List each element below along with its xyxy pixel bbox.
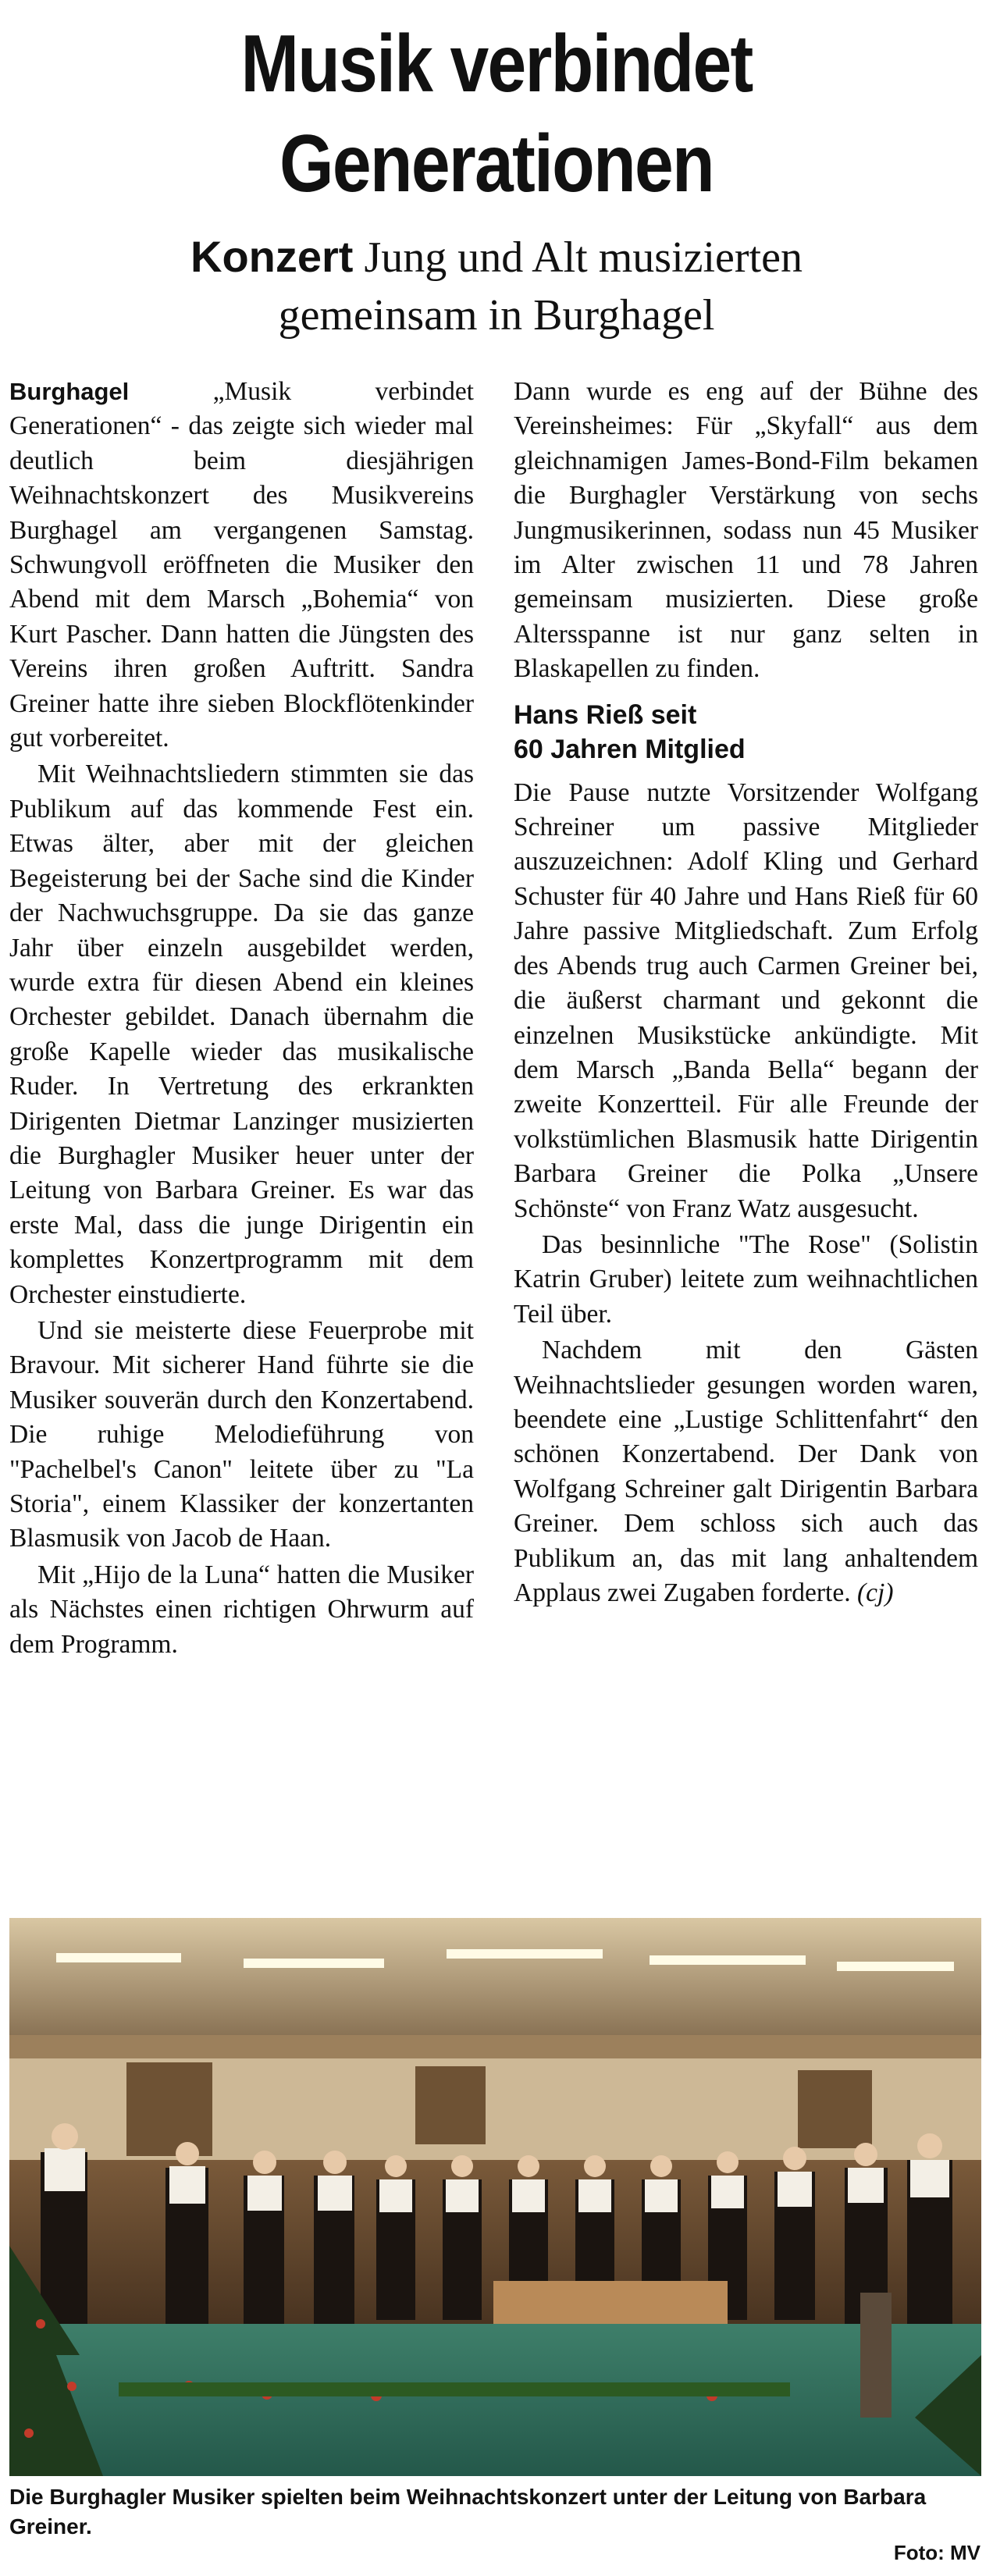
subheading-line-1: Hans Rieß seit <box>514 699 697 730</box>
subhead-line-1: Jung und Alt musizierten <box>353 233 803 282</box>
subhead-kicker: Konzert <box>190 232 354 281</box>
photo-caption: Die Burghagler Musiker spielten beim Weihnachtskonzert unter der Leitung von Barbara Greiner. <box>9 2485 927 2539</box>
headline-line-2: Generationen <box>279 119 714 209</box>
article-dateline: Burghagel <box>9 378 130 405</box>
headline <box>69 14 924 214</box>
article-paragraph: Mit „Hijo de la Luna“ hatten die Musiker als Nächstes einen richtigen Ohrwurm auf dem Programm. <box>9 1560 474 1659</box>
concert-photo-illustration <box>9 1918 981 2476</box>
article-paragraph: Dann wurde es eng auf der Bühne des Vereinsheimes: Für „Skyfall“ aus dem gleichnamigen James-Bond-Film bekamen die Burghagler Verstärkung von sechs Jungmusikerinnen, sodass nun 45 Musiker im Alter zwischen 11 und 78 Jahren gemeinsam musizierten. Diese große Altersspanne ist nur ganz selten in Blaskapellen zu finden. <box>514 377 978 684</box>
paragraph-text: Nachdem mit den Gästen Weihnachtslieder gesungen worden waren, beendete eine „Lustige Schlittenfahrt“ den schönen Konzertabend. Der Dank von Wolfgang Schreiner galt Dirigentin Barbara Greiner. Dem schloss sich auch das Publikum an, das mit lang anhaltendem Applaus zwei Zugaben forderte. <box>514 1336 978 1607</box>
subhead-line-2: gemeinsam in Burghagel <box>278 291 715 340</box>
photo-credit: Foto: MV <box>893 2541 981 2564</box>
article-paragraph: Und sie meisterte diese Feuerprobe mit Bravour. Mit sicherer Hand führte sie die Musiker souverän durch den Konzertabend. Die ruhige Melodieführung von "Pachelbel's Canon" leitete über zu "La Storia", einem Klassiker der konzertanten Blasmusik von Jacob de Haan. <box>9 1315 474 1553</box>
article-paragraph <box>9 375 474 756</box>
paragraph-text: „Musik verbindet Generationen“ - das zeigte sich wieder mal deutlich beim diesjährigen Weihnachtskonzert des Musikvereins Burghagel am vergangenen Samstag. Schwungvoll eröffneten die Musiker den Abend mit dem Marsch „Bohemia“ von Kurt Pascher. Dann hatten die Jüngsten des Vereins ihren großen Auftritt. Sandra Greiner hatte ihre sieben Blockflötenkinder gut vorbereitet. <box>9 377 474 753</box>
subheading-line-2: 60 Jahren Mitglied <box>514 734 746 764</box>
article-paragraph: Das besinnliche "The Rose" (Solistin Katrin Gruber) leitete zum weihnachtlichen Teil über. <box>514 1229 978 1329</box>
author-initials: (cj) <box>856 1578 894 1607</box>
article-paragraph: Mit Weihnachtsliedern stimmten sie das Publikum auf das kommende Fest ein. Etwas älter, aber mit der gleichen Begeisterung bei der Sache sind die Kinder der Nachwuchsgruppe. Da sie das ganze Jahr über einzeln ausgebildet werden, wurde extra für diesen Abend ein kleines Orchester gebildet. Danach übernahm die große Kapelle wieder das musikalische Ruder. In Vertretung des erkrankten Dirigenten Dietmar Lanzinger musizierten die Burghagler Musiker heuer unter der Leitung von Barbara Greiner. Es war das erste Mal, dass die junge Dirigentin ein komplettes Konzertprogramm mit dem Orchester einstudierte. <box>9 760 474 1309</box>
subheadline <box>0 228 993 344</box>
headline-line-1: Musik verbindet <box>240 19 753 109</box>
article-paragraph <box>514 1333 978 1610</box>
article-subheading <box>514 698 978 767</box>
article-paragraph: Die Pause nutzte Vorsitzender Wolfgang Schreiner um passive Mitglieder auszuzeichnen: Adolf Kling und Gerhard Schuster für 40 Jahre und Hans Rieß für 60 Jahre passive Mitgliedschaft. Zum Erfolg des Abends trug auch Carmen Greiner bei, die äußerst charmant und gekonnt die einzelnen Musikstücke ankündigte. Mit dem Marsch „Banda Bella“ begann der zweite Konzertteil. Für alle Freunde der volkstümlichen Blasmusik hatte Dirigentin Barbara Greiner die Polka „Unsere Schönste“ von Franz Watz ausgesucht. <box>514 777 978 1223</box>
concert-photo <box>9 1918 981 2476</box>
article-column-right <box>514 375 978 1610</box>
article-column-left <box>9 375 474 1662</box>
